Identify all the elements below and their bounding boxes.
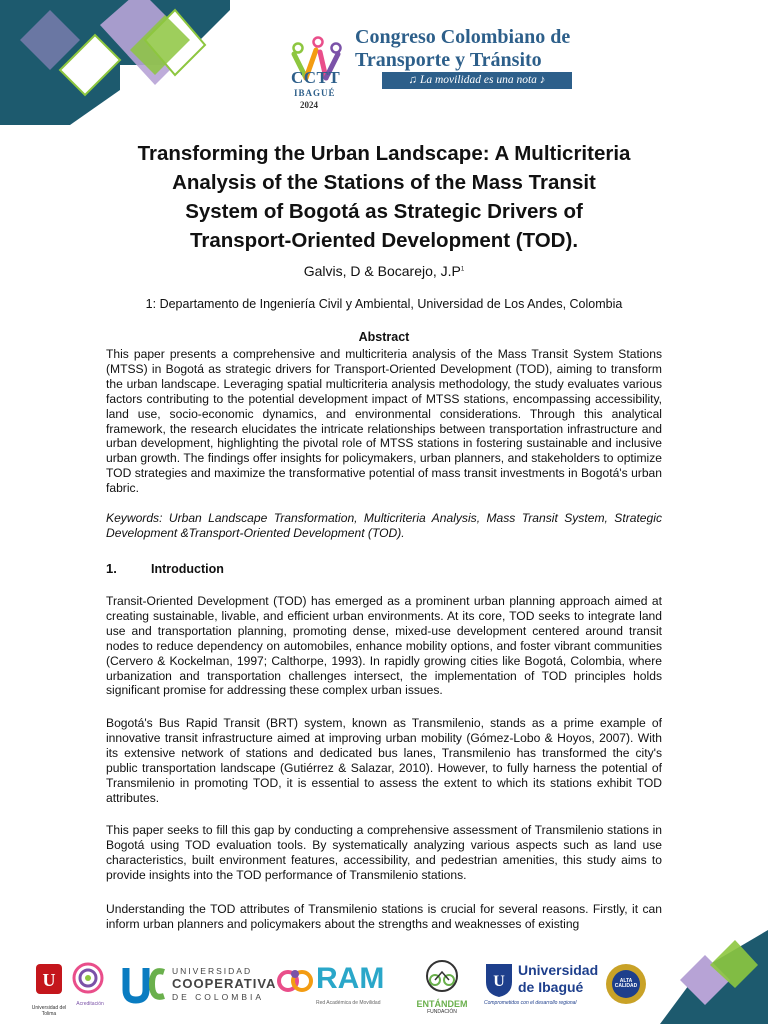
author-names: Galvis, D & Bocarejo, J.P: [303, 263, 461, 279]
sponsor-footer: [0, 950, 768, 1024]
universidad-del-tolima-logo: [30, 962, 68, 1016]
acreditacion-logo: [70, 960, 110, 1016]
slogan-banner: [382, 72, 572, 89]
section-title: Introduction: [151, 562, 224, 576]
ram-text: RAM: [316, 962, 385, 995]
alta-calidad-seal: [604, 962, 648, 1006]
entandem-name: ENTÁNDEM: [416, 999, 468, 1009]
slogan-text: La movilidad es una nota: [419, 74, 537, 86]
ram-subtitle: Red Académica de Movilidad: [316, 1000, 381, 1006]
ucc-logo: [122, 964, 277, 1008]
ibague-tagline: Comprometidos con el desarrollo regional: [484, 1000, 577, 1006]
ram-emblem-icon: [276, 964, 316, 998]
section-heading: [106, 561, 224, 576]
logo-acronym: CCTT: [291, 68, 341, 87]
section-number: 1.: [106, 561, 117, 576]
top-left-decoration: [0, 0, 230, 125]
abstract-heading: Abstract: [358, 330, 410, 344]
svg-text:U: U: [493, 973, 505, 990]
title-line: Transport-Oriented Development (TOD).: [189, 229, 579, 252]
ucc-line1: UNIVERSIDAD: [172, 966, 253, 976]
keywords: Keywords: Urban Landscape Transformation, Multicriteria Analysis, Mass Transit System, Strategic Development &Transport-Oriented Development (TOD).: [106, 511, 662, 540]
ibague-shield-icon: [484, 962, 514, 998]
abstract-text: This paper presents a comprehensive and multicriteria analysis of the Mass Transit System Stations (MTSS) in Bogotá as strategic drivers for Transport-Oriented Development (TOD), aiming to transform the urban landscape. Leveraging spatial multicriteria analysis methodology, the study evaluates various factors contributing to the potential development impact of MTSS stations, encompassing accessibility, land use, socio-economic dynamics, and environmental considerations. Through this analytical framework, the research elucidates the intricate relationships between transportation infrastructure and urban development, highlighting the pivotal role of MTSS stations in fostering sustainable and inclusive urban growth. The findings offer insights for policymakers, urban planners, and stakeholders to optimize TOD strategies and maximize the transformative potential of mass transit investments in Bogotá's urban fabric.: [106, 347, 662, 496]
entandem-sub: FUNDACIÓN: [427, 1009, 457, 1015]
ram-logo: [276, 964, 396, 1014]
title-line: Analysis of the Stations of the Mass Transit: [172, 171, 596, 194]
paper-title: [100, 139, 668, 255]
ucc-line3: DE COLOMBIA: [172, 992, 265, 1002]
title-line: System of Bogotá as Strategic Drivers of: [185, 200, 583, 223]
svg-text:U: U: [42, 970, 56, 990]
logo-city: IBAGUÉ: [294, 88, 336, 98]
affiliation: 1: Departamento de Ingeniería Civil y Ambiental, Universidad de Los Andes, Colombia: [145, 297, 623, 311]
tolima-emblem-icon: [30, 962, 68, 1000]
congress-logo: [288, 20, 588, 110]
tolima-name: Universidad del Tolima: [31, 1005, 67, 1017]
intro-paragraph: This paper seeks to fill this gap by conducting a comprehensive assessment of Transmilenio stations in Bogotá using TOD evaluation tools. By systematically analyzing various aspects such as land use characteristics, built environment features, accessibility, and pedestrian amenities, this study aims to provide insights into the TOD performance of Transmilenio stations.: [106, 823, 662, 882]
bicycle-icon: [412, 958, 472, 994]
congress-title-line2: Transporte y Tránsito: [355, 49, 542, 71]
ibague-line1: Universidad: [518, 962, 599, 978]
ucc-emblem-icon: [122, 964, 166, 1004]
congress-title-line1: Congreso Colombiano de: [355, 26, 571, 48]
seal-text: ALTA CALIDAD: [614, 978, 638, 989]
universidad-de-ibague-logo: [484, 962, 600, 1014]
intro-paragraph: Transit-Oriented Development (TOD) has emerged as a prominent urban planning approach aimed at creating sustainable, livable, and efficient urban environments. At its core, TOD seeks to integrate land use and transportation planning, promoting dense, mixed-use development centered around transit nodes to reduce dependency on automobiles, enhance mobility options, and foster vibrant communities (Cervero & Kockelman, 1997; Calthorpe, 1993). In rapidly growing cities like Bogotá, Colombia, where urbanization and transportation challenges intersect, the implementation of TOD principles holds significant promise for addressing these complex urban issues.: [106, 594, 662, 698]
acreditacion-name: Acreditación: [76, 1001, 104, 1007]
intro-paragraph: Understanding the TOD attributes of Transmilenio stations is crucial for several reasons. Firstly, it can inform urban planners and policymakers about the strengths and weaknesses of existing: [106, 902, 662, 931]
author-superscript: 1: [460, 266, 465, 273]
intro-paragraph: Bogotá's Bus Rapid Transit (BRT) system, known as Transmilenio, stands as a prime example of innovative transit infrastructure aimed at improving urban mobility (Gómez-Lobo & Hoyos, 2007). With its extensive network of stations and dedicated bus lanes, Transmilenio has transformed the city's public transportation landscape (Gutiérrez & Salazar, 2010). However, to fully harness the potential of Transmilenio in promoting TOD, it is essential to assess the extent to which its stations exhibit TOD attributes.: [106, 716, 662, 805]
ibague-line2: de Ibagué: [518, 979, 584, 995]
entandem-logo: [412, 958, 472, 1020]
title-line: Transforming the Urban Landscape: A Multicriteria: [137, 142, 631, 165]
music-note-icon: ♫: [408, 74, 420, 86]
authors: [0, 263, 768, 279]
acreditacion-icon: [70, 960, 106, 996]
logo-year: 2024: [300, 100, 318, 110]
congress-title: [355, 26, 570, 72]
ucc-line2: COOPERATIVA: [172, 976, 277, 991]
music-note-icon: ♪: [536, 74, 546, 86]
